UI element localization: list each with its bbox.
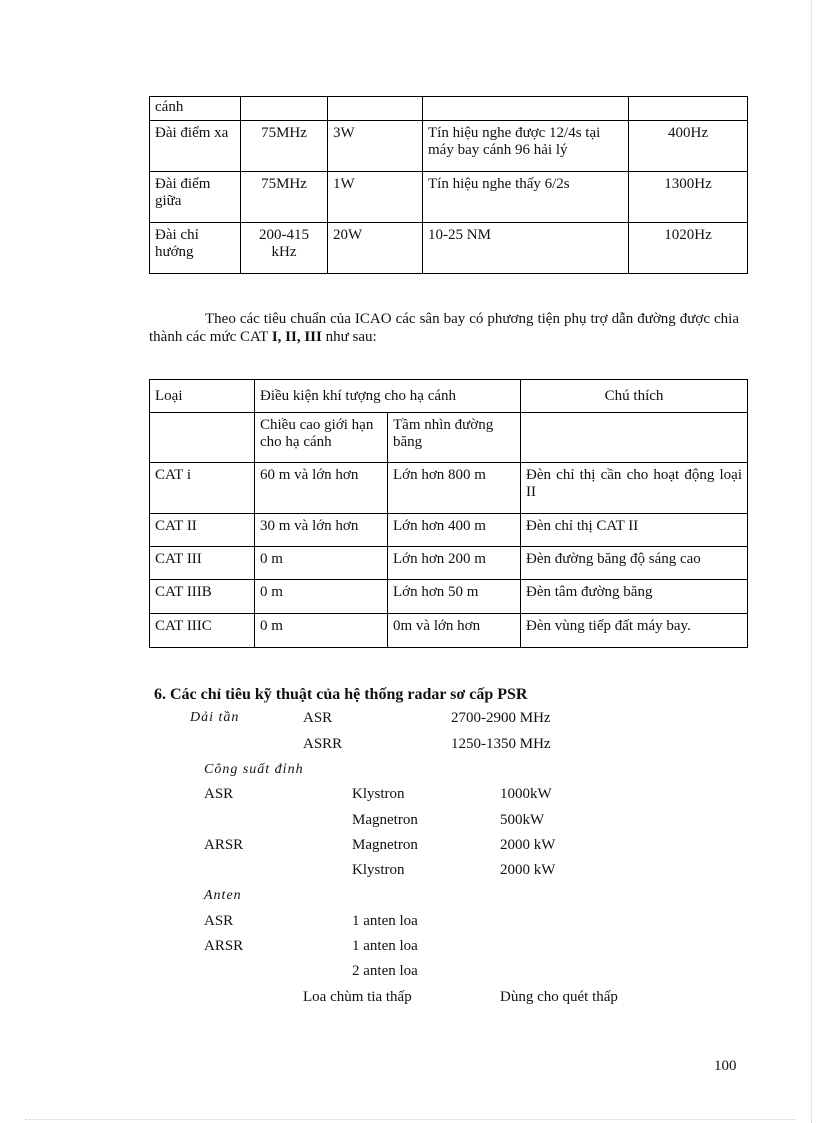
table-cell: CAT IIIC [150, 614, 255, 648]
table-cell: 75MHz [241, 172, 328, 223]
table-row [150, 514, 748, 547]
table-row [150, 223, 748, 274]
table-cell: 60 m và lớn hơn [255, 463, 388, 514]
power-type: Klystron [352, 862, 405, 878]
power-value: 500kW [500, 812, 545, 828]
table-cell: 1300Hz [629, 172, 748, 223]
freq-name: ASRR [303, 736, 343, 752]
header-cell: Chiều cao giới hạn cho hạ cánh [255, 413, 388, 463]
table-cell: Đài điểm giữa [150, 172, 241, 223]
table-cell [629, 97, 748, 121]
table-cell: 10-25 NM [423, 223, 629, 274]
table-cell: CAT IIIB [150, 580, 255, 614]
antenna-name: ASR [204, 913, 234, 929]
table-cell: 0 m [255, 614, 388, 648]
table-cell: Lớn hơn 400 m [388, 514, 521, 547]
power-value: 2000 kW [500, 862, 556, 878]
antenna-label: Anten [204, 888, 242, 903]
table-cell: 3W [328, 121, 423, 172]
power-name: ARSR [204, 837, 244, 853]
signal-table [149, 96, 748, 274]
header-cell: Tầm nhìn đường băng [388, 413, 521, 463]
table-cell: Lớn hơn 50 m [388, 580, 521, 614]
table-row [150, 547, 748, 580]
table-cell: 1W [328, 172, 423, 223]
table-cell: 0 m [255, 580, 388, 614]
table-cell: Đài chỉ hướng [150, 223, 241, 274]
table-cell [423, 97, 629, 121]
table-cell: Lớn hơn 800 m [388, 463, 521, 514]
table-cell: CAT i [150, 463, 255, 514]
table-cell: Đài điểm xa [150, 121, 241, 172]
table-cell: cánh [150, 97, 241, 121]
beam-value: Dùng cho quét thấp [500, 989, 618, 1005]
table-cell: 0 m [255, 547, 388, 580]
page-edge-line [25, 1119, 795, 1120]
page-number: 100 [714, 1058, 737, 1074]
table-cell [241, 97, 328, 121]
power-type: Magnetron [352, 837, 418, 853]
table-cell: Tín hiệu nghe thấy 6/2s [423, 172, 629, 223]
antenna-name: ARSR [204, 938, 244, 954]
table-header-row [150, 413, 748, 463]
table-cell: 400Hz [629, 121, 748, 172]
header-cell [150, 413, 255, 463]
cat-table [149, 379, 748, 648]
table-cell: 75MHz [241, 121, 328, 172]
power-name: ASR [204, 786, 234, 802]
table-cell: Tín hiệu nghe được 12/4s tại máy bay cánh 96 hải lý [423, 121, 629, 172]
freq-value: 2700-2900 MHz [451, 710, 551, 726]
table-row [150, 172, 748, 223]
table-cell: 0m và lớn hơn [388, 614, 521, 648]
header-cell: Điều kiện khí tượng cho hạ cánh [255, 380, 521, 413]
antenna-value: 1 anten loa [352, 938, 418, 954]
section-heading: 6. Các chỉ tiêu kỹ thuật của hệ thống radar sơ cấp PSR [154, 686, 528, 703]
paragraph-text: Theo các tiêu chuẩn của ICAO các sân bay có phương tiện phụ trợ dẫn đường được chia thành các mức CAT [149, 311, 739, 345]
table-row [150, 614, 748, 648]
intro-paragraph [149, 310, 739, 346]
antenna-value: 2 anten loa [352, 963, 418, 979]
paragraph-tail: như sau: [325, 329, 377, 345]
table-cell: 200-415 kHz [241, 223, 328, 274]
power-value: 2000 kW [500, 837, 556, 853]
header-cell: Loại [150, 380, 255, 413]
freq-name: ASR [303, 710, 333, 726]
table-row [150, 121, 748, 172]
power-type: Magnetron [352, 812, 418, 828]
table-cell: CAT II [150, 514, 255, 547]
table-cell: CAT III [150, 547, 255, 580]
freq-value: 1250-1350 MHz [451, 736, 551, 752]
table-header-row [150, 380, 748, 413]
table-cell: Đèn đường băng độ sáng cao [521, 547, 748, 580]
table-cell: Đèn tâm đường băng [521, 580, 748, 614]
header-cell: Chú thích [521, 380, 748, 413]
freq-label: Dải tần [190, 710, 240, 725]
beam-name: Loa chùm tia thấp [303, 989, 412, 1005]
table-row [150, 97, 748, 121]
table-cell: 1020Hz [629, 223, 748, 274]
table-row [150, 580, 748, 614]
power-label: Công suất đỉnh [204, 762, 304, 777]
table-cell: 20W [328, 223, 423, 274]
power-type: Klystron [352, 786, 405, 802]
antenna-value: 1 anten loa [352, 913, 418, 929]
table-cell: 30 m và lớn hơn [255, 514, 388, 547]
table-row [150, 463, 748, 514]
paragraph-emphasis: I, II, III [271, 329, 322, 345]
table-cell: Đèn chỉ thị CAT II [521, 514, 748, 547]
table-cell [328, 97, 423, 121]
power-value: 1000kW [500, 786, 552, 802]
table-cell: Lớn hơn 200 m [388, 547, 521, 580]
header-cell [521, 413, 748, 463]
table-cell: Đèn chỉ thị cần cho hoạt động loại II [521, 463, 748, 514]
table-cell: Đèn vùng tiếp đất máy bay. [521, 614, 748, 648]
page-edge-line [811, 0, 812, 1123]
